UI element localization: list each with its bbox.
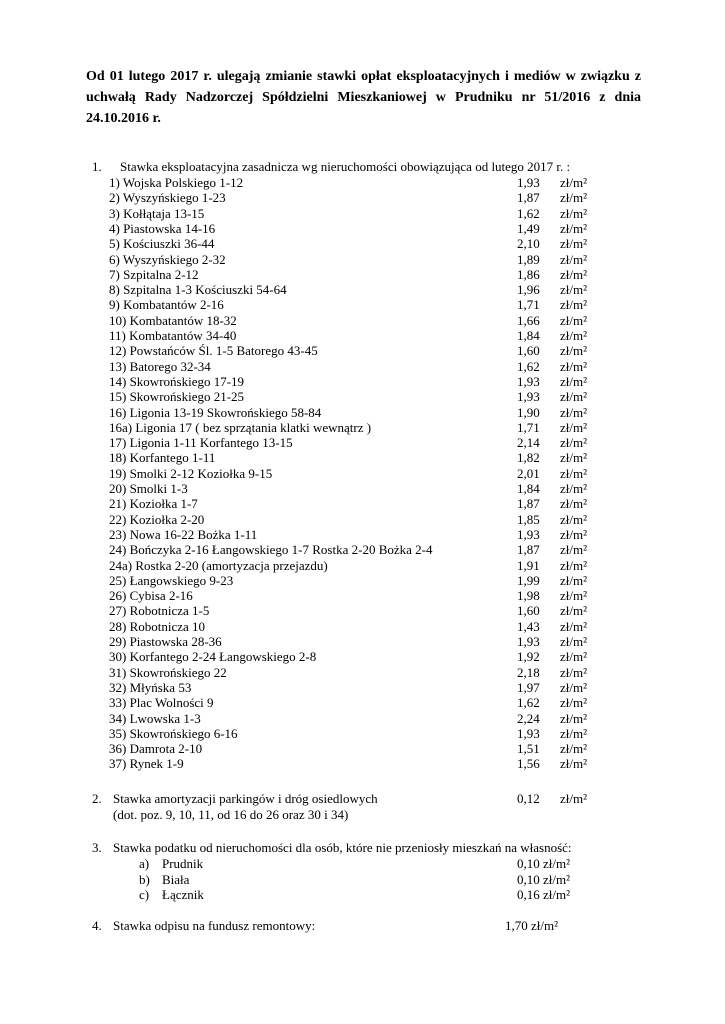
rate-row (0, 267, 725, 282)
rate-row-value: 1,60 (517, 603, 540, 619)
rate-row-label: 20) Smolki 1-3 (109, 481, 188, 496)
section-3-number: 3. (92, 840, 102, 855)
rate-row-unit: zł/m² (560, 588, 588, 604)
rate-row-value: 1,56 (517, 756, 540, 772)
rate-row (0, 603, 725, 618)
rate-row-value: 1,90 (517, 404, 540, 420)
rate-row-unit: zł/m² (560, 741, 588, 757)
rate-row-value: 1,62 (517, 695, 540, 711)
rate-row (0, 206, 725, 221)
rate-row-unit: zł/m² (560, 343, 588, 359)
section-4-title: Stawka odpisu na fundusz remontowy: (113, 918, 316, 933)
rate-row-unit: zł/m² (560, 710, 588, 726)
rate-row-label: 12) Powstańców Śl. 1-5 Batorego 43-45 (109, 343, 318, 359)
rate-row (0, 558, 725, 573)
rate-row-unit: zł/m² (560, 266, 588, 282)
rate-row-label: 7) Szpitalna 2-12 (109, 266, 199, 282)
rate-row (0, 496, 725, 511)
tax-row-label: Biała (162, 871, 190, 887)
rate-row (0, 466, 725, 481)
section-2-note: (dot. poz. 9, 10, 11, od 16 do 26 oraz 30 i 34) (113, 807, 349, 822)
rate-row-value: 1,89 (517, 251, 540, 267)
rate-row-label: 30) Korfantego 2-24 Łangowskiego 2-8 (109, 649, 317, 665)
rate-row-value: 1,96 (517, 282, 540, 298)
tax-row (0, 872, 725, 887)
rate-row-value: 1,93 (517, 634, 540, 649)
rate-row-unit: zł/m² (560, 756, 588, 772)
rate-row (0, 190, 725, 205)
rate-row-label: 18) Korfantego 1-11 (109, 450, 216, 466)
rate-row-label: 5) Kościuszki 36-44 (109, 236, 215, 252)
rate-row-label: 17) Ligonia 1-11 Korfantego 13-15 (109, 435, 293, 451)
rate-row-value: 1,93 (517, 389, 540, 405)
rate-row-value: 1,71 (517, 419, 540, 435)
rate-row-value: 1,86 (517, 266, 540, 282)
rate-row-unit: zł/m² (560, 435, 588, 451)
tax-row (0, 887, 725, 902)
rate-row (0, 542, 725, 557)
rate-row-unit: zł/m² (560, 175, 588, 190)
rate-row (0, 328, 725, 343)
rate-row-label: 3) Kołłątaja 13-15 (109, 205, 205, 221)
rate-row-label: 34) Lwowska 1-3 (109, 710, 201, 726)
rate-row (0, 726, 725, 741)
rate-row-label: 33) Plac Wolności 9 (109, 695, 214, 711)
rate-row-value: 1,49 (517, 220, 540, 236)
rate-row (0, 741, 725, 756)
rate-row-unit: zł/m² (560, 695, 588, 711)
rate-row-value: 2,01 (517, 465, 540, 481)
rate-row-value: 1,85 (517, 511, 540, 527)
rate-row-value: 2,14 (517, 435, 540, 451)
rate-row-value: 1,71 (517, 297, 540, 313)
rate-row-unit: zł/m² (560, 496, 588, 512)
tax-row-value: 0,16 zł/m² (517, 887, 571, 902)
rate-row-label: 15) Skowrońskiego 21-25 (109, 389, 245, 405)
rate-row-value: 1,87 (517, 496, 540, 512)
rate-row (0, 619, 725, 634)
rate-row-label: 8) Szpitalna 1-3 Kościuszki 54-64 (109, 282, 287, 298)
rate-row (0, 313, 725, 328)
rate-row (0, 573, 725, 588)
rate-row-unit: zł/m² (560, 465, 588, 481)
rate-row-unit: zł/m² (560, 450, 588, 466)
rate-row-unit: zł/m² (560, 481, 588, 496)
rate-row-unit: zł/m² (560, 358, 588, 374)
rate-row-value: 1,60 (517, 343, 540, 359)
rate-row-label: 26) Cybisa 2-16 (109, 588, 193, 604)
rate-row-value: 1,93 (517, 526, 540, 542)
rate-row-unit: zł/m² (560, 328, 588, 343)
rate-row-value: 1,62 (517, 205, 540, 221)
rate-row-unit: zł/m² (560, 251, 588, 267)
rate-row-label: 6) Wyszyńskiego 2-32 (109, 251, 226, 267)
rate-row (0, 236, 725, 251)
rate-row-value: 2,10 (517, 236, 540, 252)
section-2-value: 0,12 (517, 791, 540, 806)
rate-row (0, 297, 725, 312)
tax-row-marker: a) (139, 856, 150, 871)
rate-row-unit: zł/m² (560, 526, 588, 542)
rate-row-unit: zł/m² (560, 404, 588, 420)
tax-row-value: 0,10 zł/m² (517, 856, 571, 871)
rate-row (0, 512, 725, 527)
section-2-number: 2. (92, 791, 102, 806)
rate-row-label: 16a) Ligonia 17 ( bez sprzątania klatki wewnątrz ) (109, 419, 372, 435)
tax-row-marker: c) (139, 887, 150, 902)
tax-row-value: 0,10 zł/m² (517, 871, 571, 887)
rate-row (0, 389, 725, 404)
rate-row (0, 282, 725, 297)
rate-row (0, 374, 725, 389)
rate-row-value: 1,91 (517, 557, 540, 573)
rate-row-value: 1,99 (517, 572, 540, 588)
rate-row-label: 37) Rynek 1-9 (109, 756, 184, 772)
rate-row-label: 27) Robotnicza 1-5 (109, 603, 210, 619)
section-4-value: 1,70 zł/m² (505, 918, 559, 933)
rate-row-unit: zł/m² (560, 312, 588, 328)
rate-row-unit: zł/m² (560, 419, 588, 435)
rate-row-value: 1,87 (517, 542, 540, 558)
rate-row-unit: zł/m² (560, 557, 588, 573)
rate-row-value: 1,84 (517, 328, 540, 343)
section-4-number: 4. (92, 918, 102, 933)
section-1-number: 1. (92, 159, 102, 174)
rate-row-label: 9) Kombatantów 2-16 (109, 297, 224, 313)
rate-row-unit: zł/m² (560, 618, 588, 634)
rate-row (0, 711, 725, 726)
rate-row-label: 13) Batorego 32-34 (109, 358, 211, 374)
rate-row (0, 450, 725, 465)
rate-row-label: 31) Skowrońskiego 22 (109, 664, 227, 680)
rate-row-value: 1,93 (517, 373, 540, 389)
rate-row-label: 36) Damrota 2-10 (109, 741, 203, 757)
rate-row-label: 4) Piastowska 14-16 (109, 220, 216, 236)
rate-row (0, 756, 725, 771)
rate-row-value: 2,24 (517, 710, 540, 726)
rate-row-value: 1,66 (517, 312, 540, 328)
rate-row-unit: zł/m² (560, 572, 588, 588)
document-heading: Od 01 lutego 2017 r. ulegają zmianie stawki opłat eksploatacyjnych i mediów w związku z uchwałą Rady Nadzorczej Spółdzielni Mieszkaniowej w Prudniku nr 51/2016 z dnia 24.10.2016 r. (86, 69, 641, 126)
rate-row-label: 32) Młyńska 53 (109, 679, 192, 695)
rate-row-label: 24) Bończyka 2-16 Łangowskiego 1-7 Rostka 2-20 Bożka 2-4 (109, 542, 433, 558)
rate-row-value: 1,87 (517, 190, 540, 206)
tax-row-label: Łącznik (162, 887, 204, 902)
rate-row-label: 1) Wojska Polskiego 1-12 (109, 175, 244, 190)
rate-row-unit: zł/m² (560, 634, 588, 649)
rate-row-label: 19) Smolki 2-12 Koziołka 9-15 (109, 465, 273, 481)
rate-row (0, 588, 725, 603)
rate-row-value: 2,18 (517, 664, 540, 680)
rate-row (0, 343, 725, 358)
rate-row-unit: zł/m² (560, 679, 588, 695)
rate-row-unit: zł/m² (560, 389, 588, 405)
rate-row-value: 1,93 (517, 725, 540, 741)
rate-row (0, 527, 725, 542)
rate-row-value: 1,93 (517, 175, 540, 190)
rate-row-unit: zł/m² (560, 236, 588, 252)
rate-row-value: 1,84 (517, 481, 540, 496)
rate-row-value: 1,92 (517, 649, 540, 665)
rate-row-unit: zł/m² (560, 542, 588, 558)
rate-row-value: 1,62 (517, 358, 540, 374)
rate-row-label: 2) Wyszyńskiego 1-23 (109, 190, 226, 206)
rate-row-label: 25) Łangowskiego 9-23 (109, 572, 234, 588)
rate-row-label: 10) Kombatantów 18-32 (109, 312, 237, 328)
rate-row-unit: zł/m² (560, 205, 588, 221)
rate-row (0, 634, 725, 649)
rate-row-label: 29) Piastowska 28-36 (109, 634, 222, 649)
tax-row-label: Prudnik (162, 856, 204, 871)
rate-row-unit: zł/m² (560, 511, 588, 527)
rate-row-unit: zł/m² (560, 603, 588, 619)
rate-row-value: 1,98 (517, 588, 540, 604)
rate-row-label: 28) Robotnicza 10 (109, 618, 206, 634)
section-3-title: Stawka podatku od nieruchomości dla osób, które nie przeniosły mieszkań na własność: (113, 840, 572, 855)
section-1-title: Stawka eksploatacyjna zasadnicza wg nieruchomości obowiązująca od lutego 2017 r. : (120, 159, 571, 174)
rate-row-label: 11) Kombatantów 34-40 (109, 328, 237, 343)
rate-row-value: 1,97 (517, 679, 540, 695)
rate-row-label: 24a) Rostka 2-20 (amortyzacja przejazdu) (109, 557, 328, 573)
rate-row-unit: zł/m² (560, 725, 588, 741)
rate-row (0, 680, 725, 695)
tax-row (0, 856, 725, 871)
rate-row (0, 665, 725, 680)
rate-row-unit: zł/m² (560, 297, 588, 313)
rate-row-label: 35) Skowrońskiego 6-16 (109, 725, 238, 741)
rate-row-label: 14) Skowrońskiego 17-19 (109, 373, 245, 389)
rate-row-unit: zł/m² (560, 190, 588, 206)
rate-row (0, 649, 725, 664)
rate-row (0, 252, 725, 267)
rate-row-unit: zł/m² (560, 664, 588, 680)
rate-row (0, 481, 725, 496)
rate-row-label: 23) Nowa 16-22 Bożka 1-11 (109, 526, 258, 542)
rate-row (0, 435, 725, 450)
rate-row (0, 359, 725, 374)
rate-row-label: 22) Koziołka 2-20 (109, 511, 205, 527)
rate-row-value: 1,82 (517, 450, 540, 466)
rate-row-label: 21) Koziołka 1-7 (109, 496, 198, 512)
rate-row-unit: zł/m² (560, 220, 588, 236)
section-2-title: Stawka amortyzacji parkingów i dróg osiedlowych (113, 791, 378, 806)
rate-row-label: 16) Ligonia 13-19 Skowrońskiego 58-84 (109, 404, 322, 420)
section-2-unit: zł/m² (560, 791, 588, 806)
rate-row-value: 1,43 (517, 618, 540, 634)
rate-row (0, 420, 725, 435)
rate-row (0, 221, 725, 236)
rate-row (0, 175, 725, 190)
rate-row-unit: zł/m² (560, 282, 588, 298)
tax-row-marker: b) (139, 871, 150, 887)
rate-row (0, 405, 725, 420)
rate-row-value: 1,51 (517, 741, 540, 757)
rate-row-unit: zł/m² (560, 373, 588, 389)
rate-row (0, 695, 725, 710)
rate-row-unit: zł/m² (560, 649, 588, 665)
